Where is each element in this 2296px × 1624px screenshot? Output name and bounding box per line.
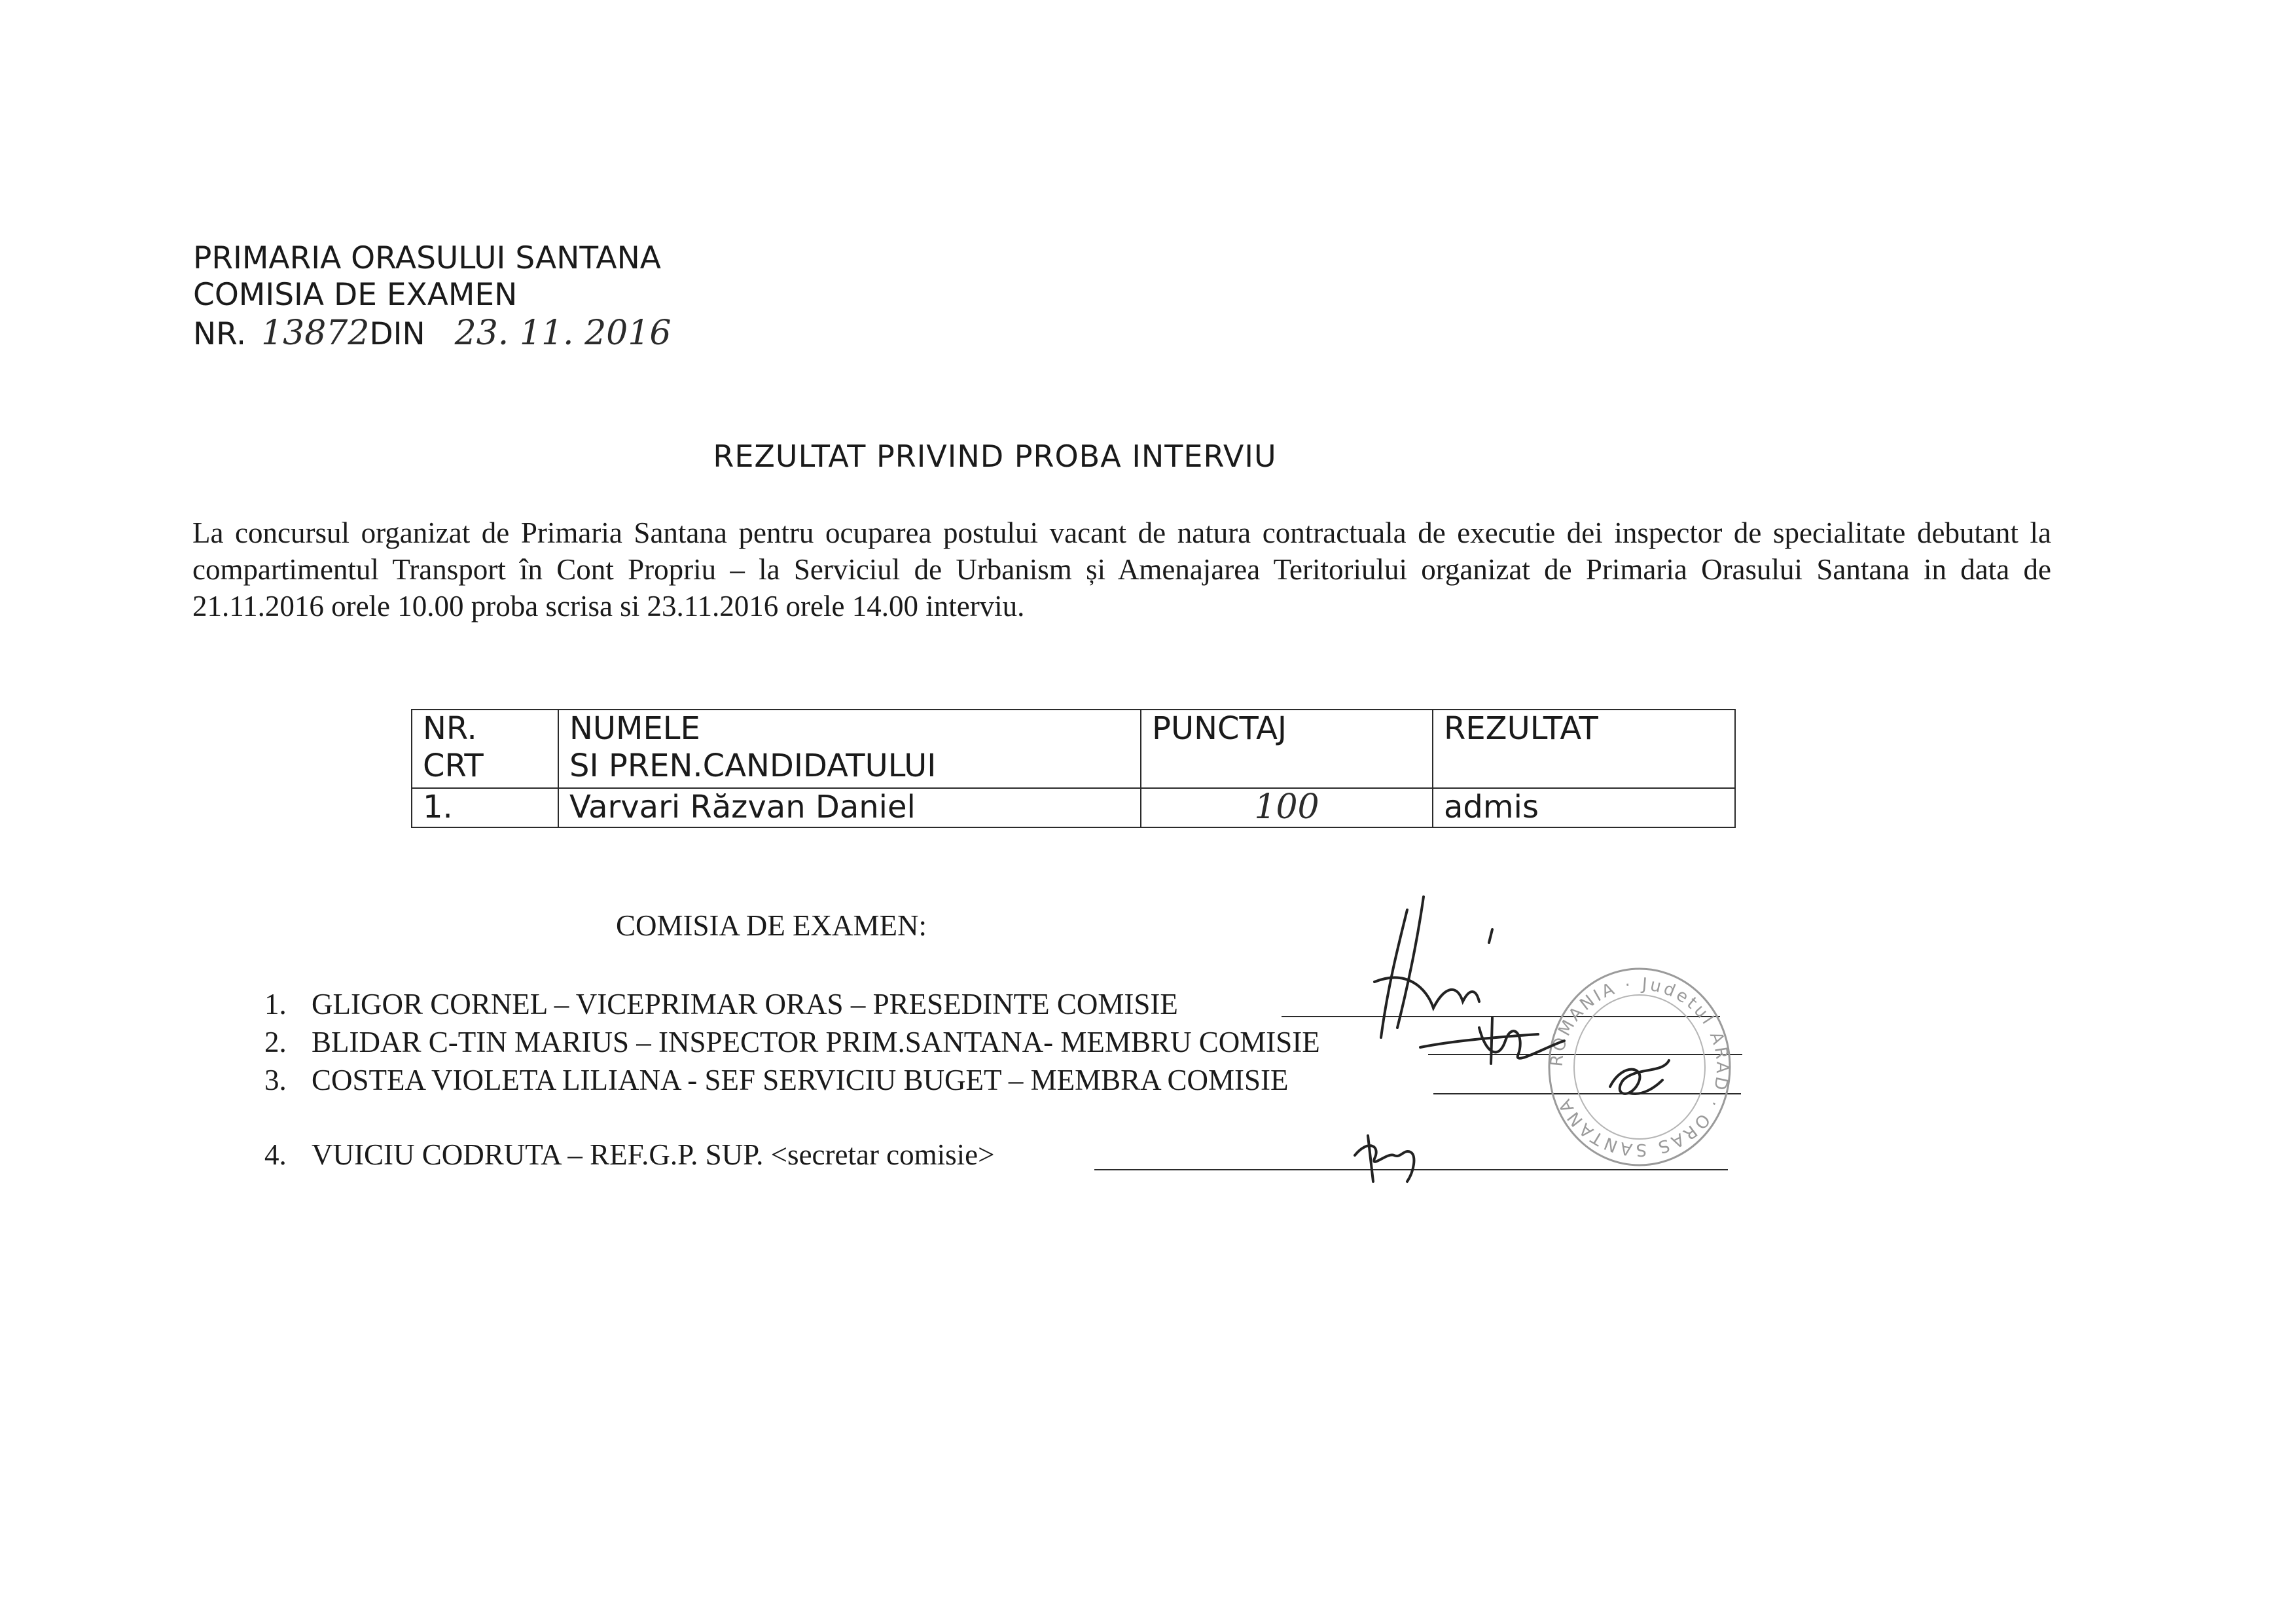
cell-score [1141, 788, 1433, 827]
header-nr-line1: NR. [423, 710, 477, 747]
signature-3 [1590, 1047, 1682, 1113]
score-handwritten: 100 [1254, 787, 1319, 827]
nr-prefix: NR. [193, 316, 247, 352]
table-header-row [412, 710, 1735, 788]
header-result [1433, 710, 1735, 788]
member-number: 3. [264, 1064, 287, 1096]
header-name-line1: NUMELE [569, 710, 700, 747]
cell-nr: 1. [412, 788, 558, 827]
member-text: VUICIU CODRUTA – REF.G.P. SUP. <secretar comisie> [312, 1138, 995, 1171]
registration-number-line [193, 314, 671, 353]
cell-name: Varvari Răzvan Daniel [558, 788, 1141, 827]
table-row [412, 788, 1735, 827]
header-name [558, 710, 1141, 788]
commission-title: COMISIA DE EXAMEN: [616, 909, 927, 942]
member-number: 4. [264, 1138, 287, 1171]
member-text: GLIGOR CORNEL – VICEPRIMAR ORAS – PRESEDINTE COMISIE [312, 988, 1178, 1020]
header-result-label: REZULTAT [1444, 710, 1598, 747]
signature-2 [1414, 1001, 1584, 1074]
member-number: 2. [264, 1026, 287, 1058]
document-title: REZULTAT PRIVIND PROBA INTERVIU [713, 439, 1277, 474]
svg-text:ROMANIA · Judetul ARAD · ORAS: ROMANIA · Judetul ARAD · ORAS SANTANA [1547, 974, 1732, 1160]
signature-4 [1342, 1126, 1427, 1185]
date-handwritten-value: 23. 11. 2016 [454, 314, 672, 353]
header-score-label: PUNCTAJ [1152, 710, 1287, 747]
committee-name: COMISIA DE EXAMEN [193, 277, 518, 313]
header-nr-crt [412, 710, 558, 788]
institution-name: PRIMARIA ORASULUI SANTANA [193, 240, 661, 276]
body-paragraph: La concursul organizat de Primaria Santana pentru ocuparea postului vacant de natura contractuala de executie dei inspector de specialitate debutant la compartimentul Transport în Cont Propriu – la Serviciul de Urbanism și Amenajarea Teritoriului organizat de Primaria Orasului Santana in data de 21.11.2016 orele 10.00 proba scrisa si 23.11.2016 orele 14.00 interviu. [192, 516, 2051, 623]
nr-handwritten-value: 13872 [261, 314, 370, 353]
header-name-line2: SI PREN.CANDIDATULUI [569, 748, 937, 784]
cell-result: admis [1433, 788, 1735, 827]
member-number: 1. [264, 988, 287, 1020]
member-text: BLIDAR C-TIN MARIUS – INSPECTOR PRIM.SANTANA- MEMBRU COMISIE [312, 1026, 1320, 1058]
din-label: DIN [369, 316, 425, 352]
header-nr-line2: CRT [423, 748, 484, 784]
member-text: COSTEA VIOLETA LILIANA - SEF SERVICIU BUGET – MEMBRA COMISIE [312, 1064, 1289, 1096]
header-score [1141, 710, 1433, 788]
results-table [411, 709, 1736, 828]
